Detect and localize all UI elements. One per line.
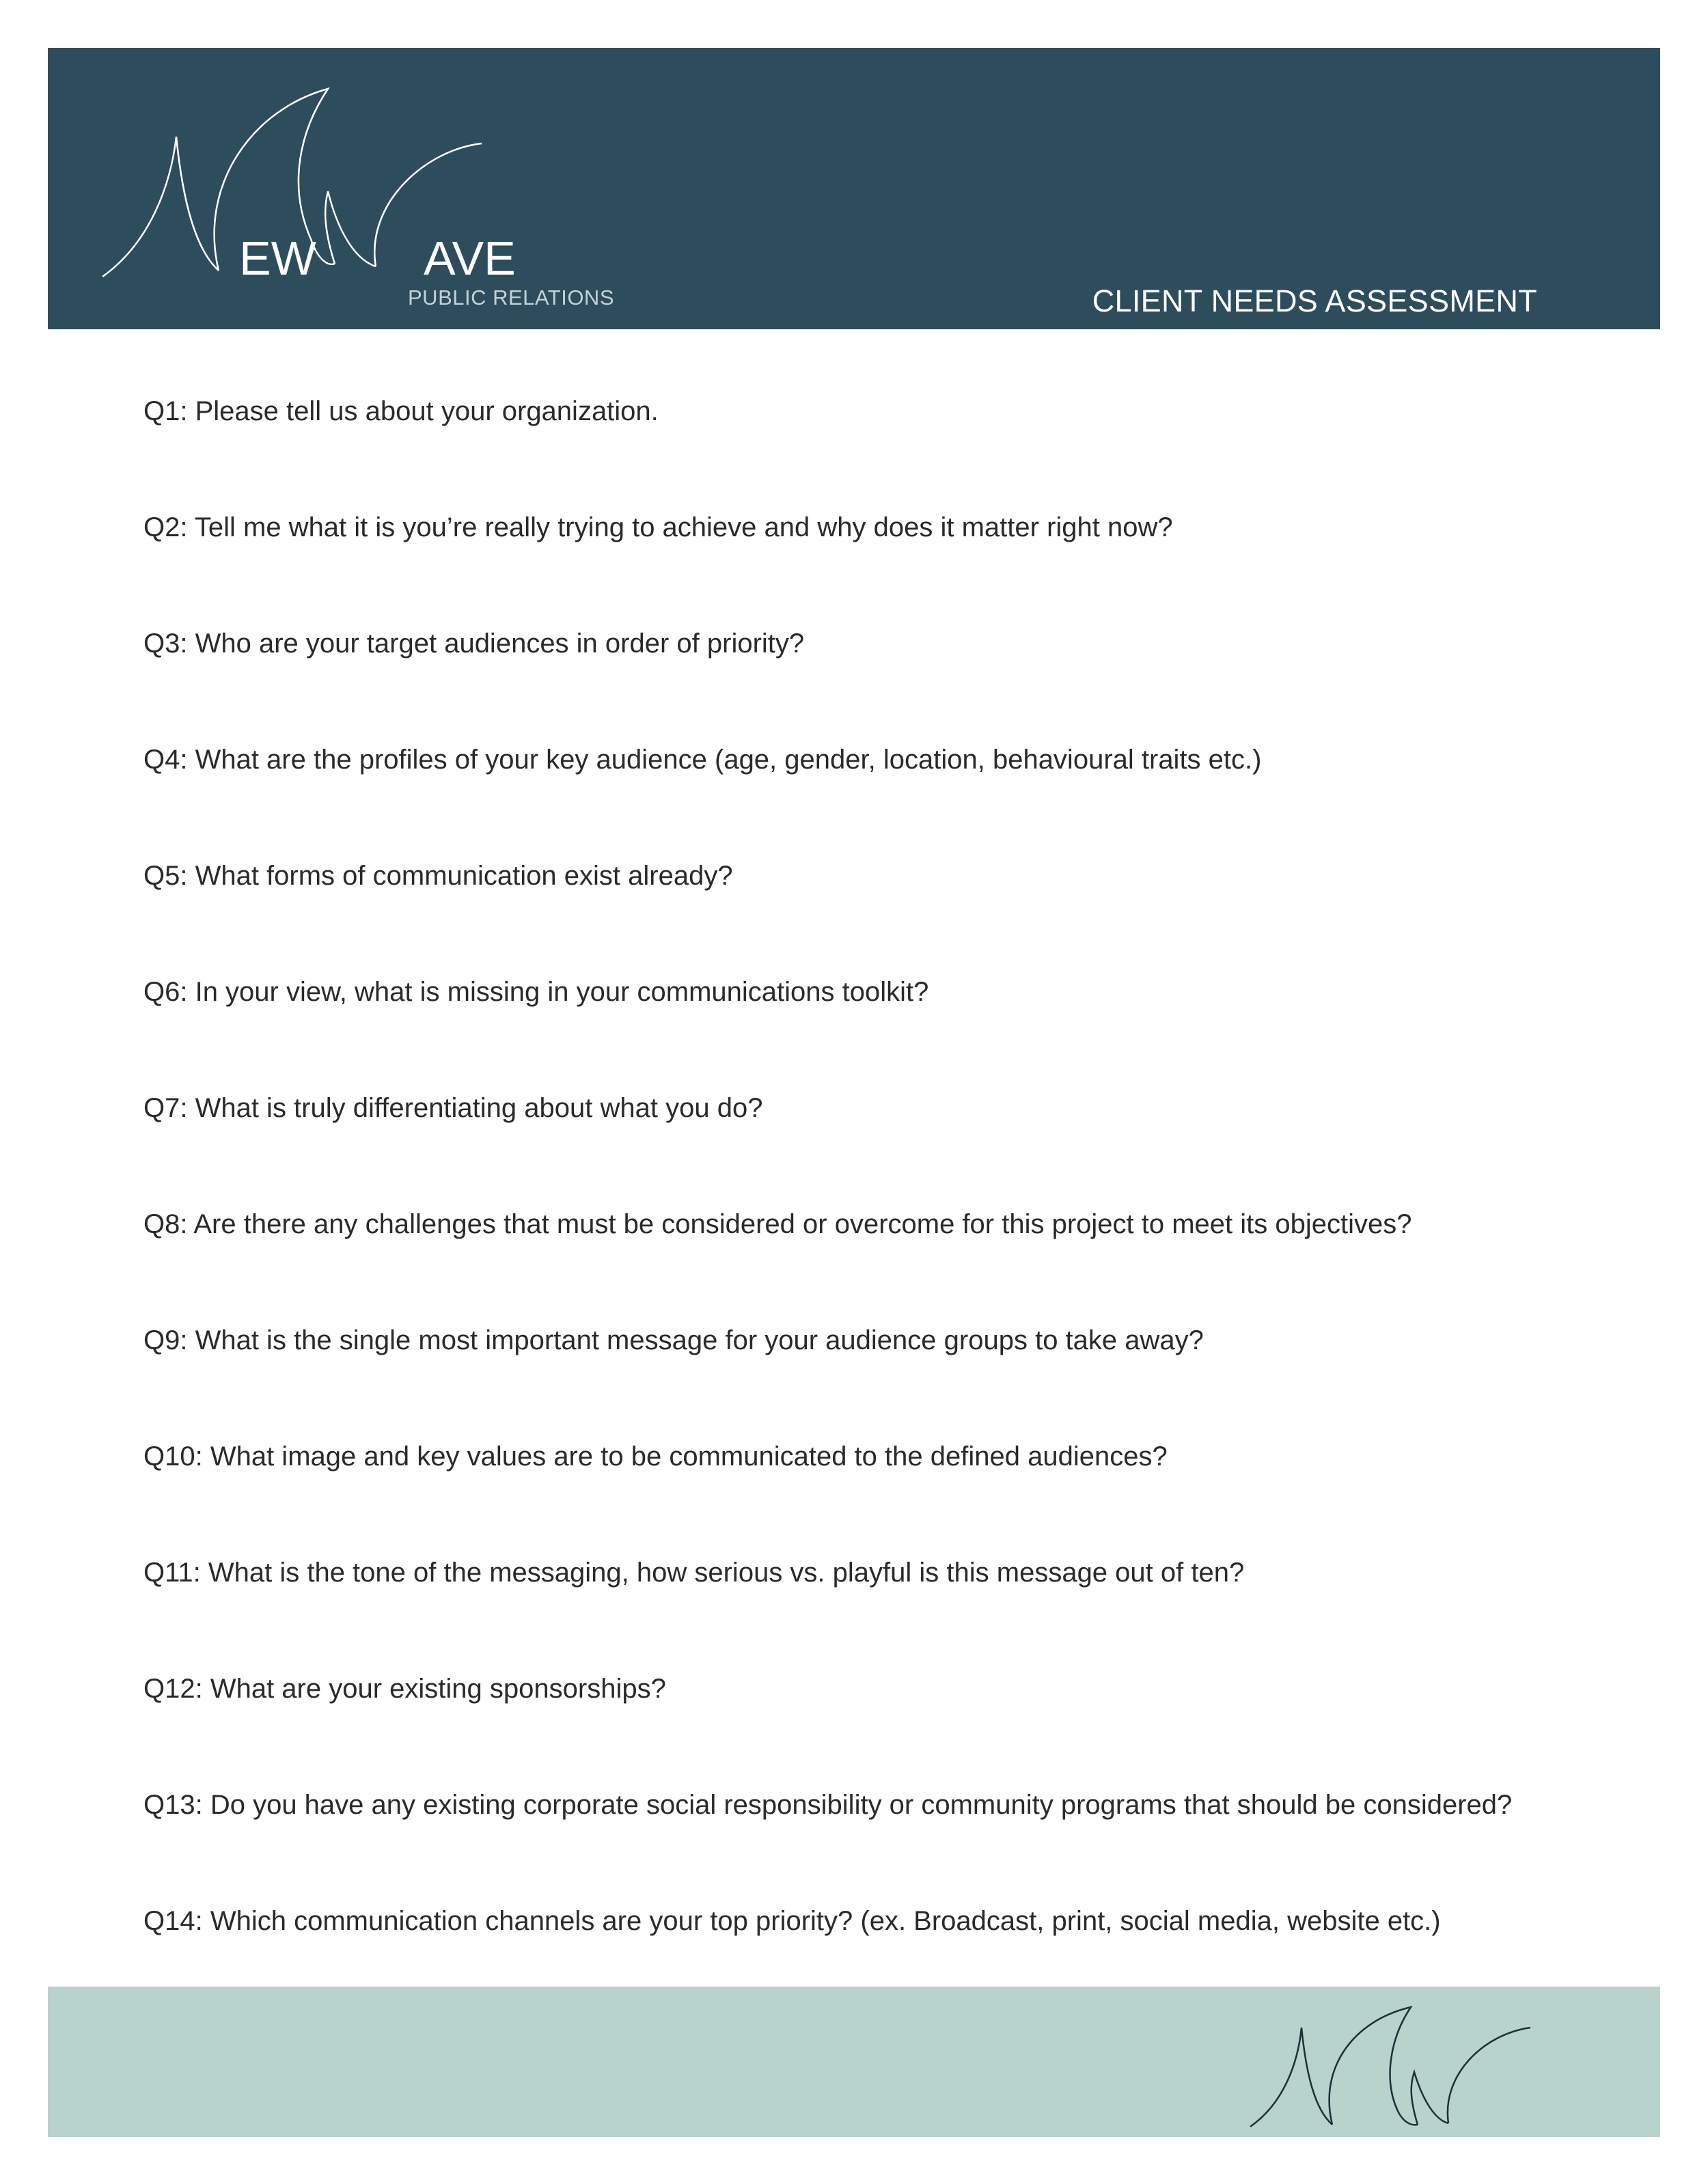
question-item: Q1: Please tell us about your organization. — [143, 396, 659, 426]
question-item: Q2: Tell me what it is you’re really trying to achieve and why does it matter right now? — [143, 512, 1173, 542]
question-item: Q12: What are your existing sponsorships? — [143, 1674, 666, 1704]
question-item: Q8: Are there any challenges that must be considered or overcome for this project to meet its objectives? — [143, 1209, 1412, 1239]
question-item: Q4: What are the profiles of your key audience (age, gender, location, behavioural traits etc.) — [143, 745, 1262, 775]
question-item: Q14: Which communication channels are your top priority? (ex. Broadcast, print, social media, website etc.) — [143, 1906, 1441, 1936]
header-banner — [48, 48, 1660, 329]
question-item: Q10: What image and key values are to be communicated to the defined audiences? — [143, 1441, 1168, 1472]
brand-subtitle: PUBLIC RELATIONS — [408, 286, 615, 309]
wave-mark-icon — [1243, 2000, 1612, 2130]
question-item: Q6: In your view, what is missing in your communications toolkit? — [143, 977, 929, 1007]
brand-letters-ave: AVE — [424, 232, 516, 285]
question-item: Q11: What is the tone of the messaging, how serious vs. playful is this message out of ten? — [143, 1558, 1245, 1588]
question-list — [143, 391, 1612, 2017]
question-item: Q3: Who are your target audiences in order of priority? — [143, 629, 805, 659]
question-item: Q13: Do you have any existing corporate social responsibility or community programs that should be considered? — [143, 1790, 1513, 1820]
question-item: Q5: What forms of communication exist already? — [143, 861, 733, 891]
question-item: Q9: What is the single most important message for your audience groups to take away? — [143, 1325, 1204, 1355]
page-title: CLIENT NEEDS ASSESSMENT — [1092, 284, 1537, 318]
footer-banner — [48, 1987, 1660, 2137]
question-item: Q7: What is truly differentiating about what you do? — [143, 1093, 763, 1123]
brand-letters-ew: EW — [239, 232, 316, 285]
